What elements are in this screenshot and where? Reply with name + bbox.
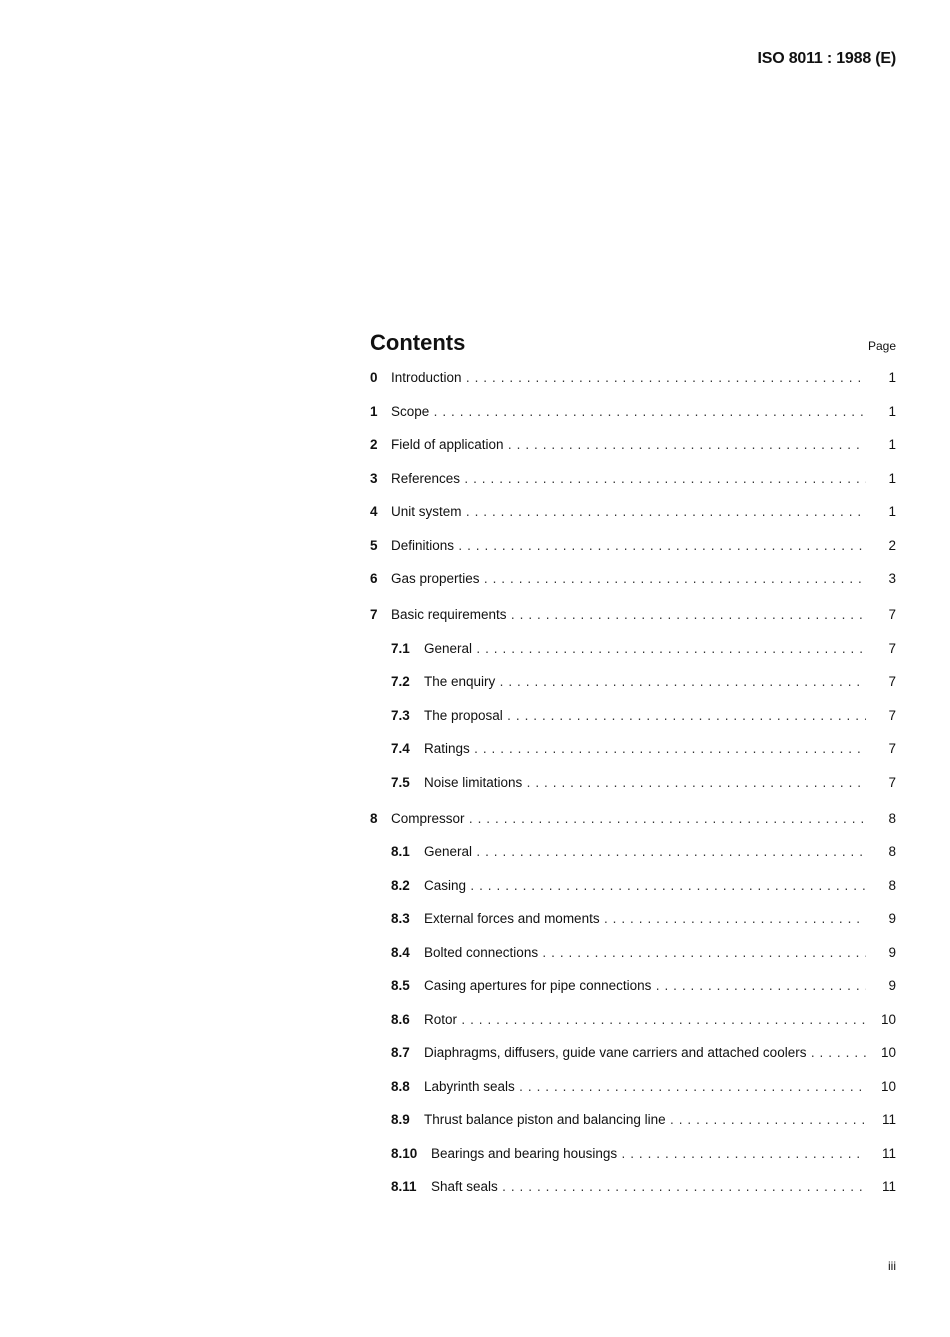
toc-entry-page: 11 xyxy=(881,1145,896,1161)
toc-entry-page: 9 xyxy=(888,978,896,993)
toc-subentry xyxy=(370,775,896,811)
toc-entry-page: 1 xyxy=(888,504,896,519)
toc-subentry xyxy=(370,1079,896,1113)
toc-entry-page: 1 xyxy=(888,370,896,385)
toc-entry-title: Definitions . . . xyxy=(391,538,866,553)
toc-entry xyxy=(370,607,896,641)
toc-entry-title: Scope . . . xyxy=(391,404,866,419)
toc-entry-title: Gas properties . . . xyxy=(391,571,866,586)
toc-entry-number: 8.8 xyxy=(391,1078,410,1094)
toc-entry-title: Field of application . . . xyxy=(391,437,866,452)
toc-entry-page: 10 xyxy=(880,1011,896,1027)
toc-entry-number: 7 xyxy=(370,607,378,622)
toc-entry-page: 8 xyxy=(888,844,896,859)
toc-entry-page: 2 xyxy=(888,537,896,553)
toc-entry-number: 6 xyxy=(370,571,378,586)
toc-entry-number: 8.9 xyxy=(391,1112,410,1127)
toc-entry xyxy=(370,811,896,845)
toc-entry-number: 8.7 xyxy=(391,1045,410,1060)
toc-subentry xyxy=(370,844,896,878)
toc-entry-title: General . . . xyxy=(424,641,866,656)
toc-entry-page: 9 xyxy=(888,911,896,926)
page-number: iii xyxy=(888,1259,896,1273)
toc-entry-title: Bearings and bearing housings . . . xyxy=(431,1146,866,1161)
toc-entry-number: 7.2 xyxy=(391,674,410,689)
toc-entry-page: 3 xyxy=(888,571,896,586)
toc-entry-page: 7 xyxy=(888,774,896,790)
toc-entry-title: Introduction . . . xyxy=(391,370,866,385)
toc-entry-number: 5 xyxy=(370,537,378,553)
toc-entry-title: Shaft seals . . . xyxy=(431,1179,866,1194)
toc-entry-title: Basic requirements . . . xyxy=(391,607,866,622)
toc-header xyxy=(370,330,896,356)
toc-entry xyxy=(370,370,896,404)
toc-entry-title: Casing . . . xyxy=(424,878,866,893)
toc-subentry xyxy=(370,911,896,945)
toc-subentry xyxy=(370,1045,896,1079)
toc-entry-title: Thrust balance piston and balancing line . . . xyxy=(424,1112,866,1127)
toc-entry-number: 8.11 xyxy=(391,1179,417,1194)
toc-entry-title: Ratings . . . xyxy=(424,741,866,756)
toc-entry-number: 3 xyxy=(370,470,378,486)
toc-entry-number: 8.1 xyxy=(391,844,410,859)
toc-entry-page: 1 xyxy=(888,437,896,452)
toc-entry-title: The enquiry . . . xyxy=(424,674,866,689)
toc-entry-title: Compressor . . . xyxy=(391,811,866,826)
toc-entry-page: 8 xyxy=(888,877,896,893)
toc-entry-page: 1 xyxy=(888,403,896,419)
toc-entry-number: 8.6 xyxy=(391,1011,410,1027)
toc-entry-number: 1 xyxy=(370,403,378,419)
toc-entry xyxy=(370,504,896,538)
toc-entry-page: 7 xyxy=(888,674,896,689)
toc-entry xyxy=(370,404,896,438)
toc-entry-page: 1 xyxy=(888,470,896,486)
toc-entry-page: 7 xyxy=(888,640,896,656)
toc-entry-title: Diaphragms, diffusers, guide vane carriers and attached coolers . . . xyxy=(424,1045,866,1060)
toc-subentry xyxy=(370,641,896,675)
toc-subentry xyxy=(370,1179,896,1213)
toc-entry-number: 7.3 xyxy=(391,707,410,723)
toc-entry-page: 11 xyxy=(881,1112,896,1127)
toc-subentry xyxy=(370,674,896,708)
toc-entry-title: Unit system . . . xyxy=(391,504,866,519)
toc-entry-number: 8.10 xyxy=(391,1145,418,1161)
toc-entry-title: The proposal . . . xyxy=(424,708,866,723)
toc-entry-title: Bolted connections . . . xyxy=(424,945,866,960)
toc-entry-title: Rotor . . . xyxy=(424,1012,866,1027)
toc-subentry xyxy=(370,1112,896,1146)
toc-entry-number: 8.4 xyxy=(391,944,410,960)
toc-entry-page: 8 xyxy=(888,810,896,826)
toc-subentry xyxy=(370,708,896,742)
toc-entry-title: Labyrinth seals . . . xyxy=(424,1079,866,1094)
toc-subentry xyxy=(370,878,896,912)
toc-entry-title: References . . . xyxy=(391,471,866,486)
toc-entry-title: General . . . xyxy=(424,844,866,859)
document-id: ISO 8011 : 1988 (E) xyxy=(757,50,896,67)
toc-entry-number: 8.3 xyxy=(391,911,410,926)
toc-entry-page: 10 xyxy=(880,1078,896,1094)
toc-title: Contents xyxy=(370,330,466,355)
toc-subentry xyxy=(370,1012,896,1046)
toc-entry-page: 7 xyxy=(888,607,896,622)
toc-entry-number: 4 xyxy=(370,504,378,519)
toc-subentry xyxy=(370,978,896,1012)
toc-entry-number: 0 xyxy=(370,370,378,385)
toc-entry-page: 7 xyxy=(888,741,896,756)
toc-entry xyxy=(370,538,896,572)
toc-entry-title: Casing apertures for pipe connections . . . xyxy=(424,978,866,993)
toc-entry-number: 8.2 xyxy=(391,877,410,893)
toc-entry xyxy=(370,571,896,607)
toc-page-column-label: Page xyxy=(867,339,896,353)
toc-entry-page: 7 xyxy=(888,707,896,723)
toc-entry-number: 7.4 xyxy=(391,741,410,756)
toc-subentry xyxy=(370,945,896,979)
table-of-contents xyxy=(370,330,896,1213)
toc-subentry xyxy=(370,1146,896,1180)
toc-entry-number: 8.5 xyxy=(391,978,410,993)
toc-entry-title: External forces and moments . . . xyxy=(424,911,866,926)
toc-entry-page: 10 xyxy=(880,1045,896,1060)
toc-entry-number: 2 xyxy=(370,437,378,452)
toc-entry-page: 9 xyxy=(888,944,896,960)
toc-entry-title: Noise limitations . . . xyxy=(424,775,866,790)
toc-entry-number: 8 xyxy=(370,810,378,826)
toc-entry-page: 11 xyxy=(881,1179,896,1194)
toc-entry xyxy=(370,471,896,505)
toc-entry xyxy=(370,437,896,471)
toc-subentry xyxy=(370,741,896,775)
toc-entry-number: 7.1 xyxy=(391,640,410,656)
toc-entry-number: 7.5 xyxy=(391,774,410,790)
